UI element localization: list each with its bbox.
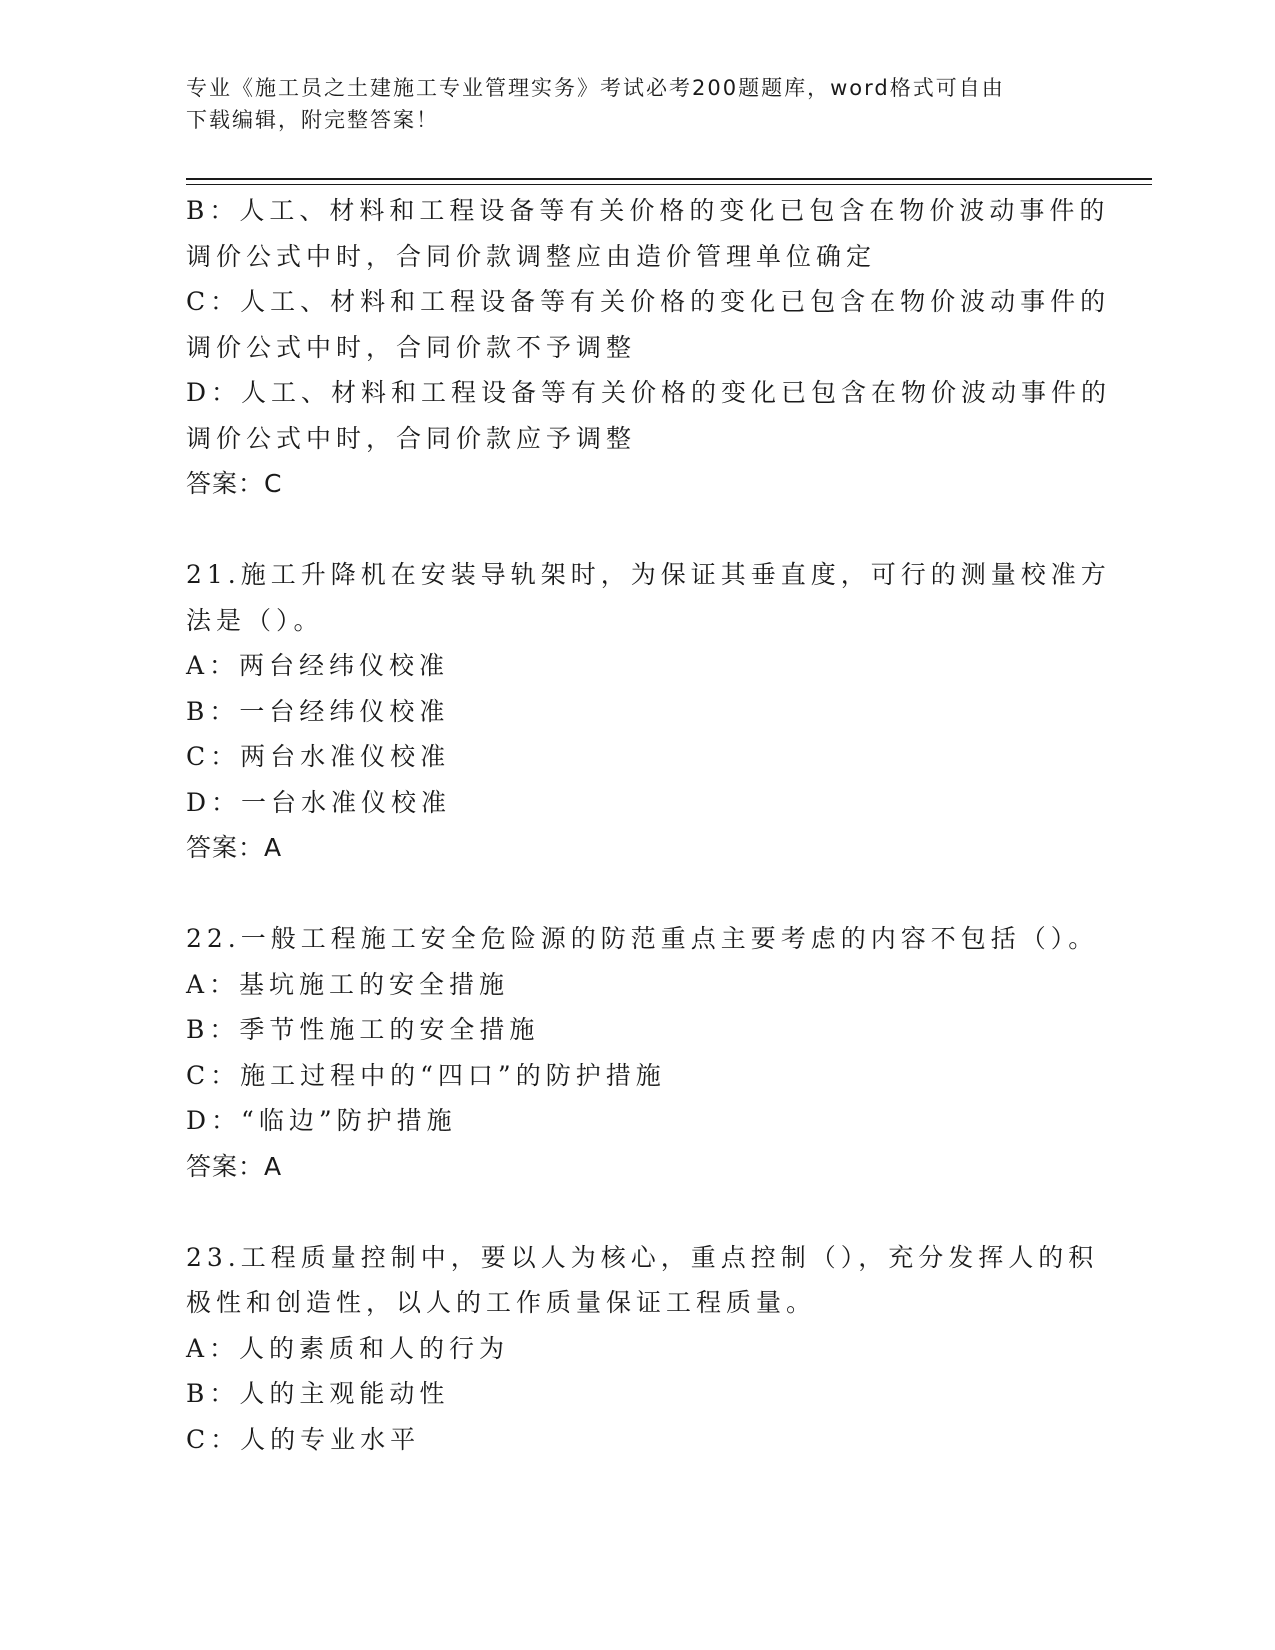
question-22	[186, 916, 1099, 1189]
question-20-remainder	[186, 188, 1112, 507]
option-a: A：基坑施工的安全措施	[186, 969, 510, 999]
document-header	[186, 72, 1066, 136]
option-d: D：“临边”防护措施	[186, 1106, 457, 1135]
option-c: C：人的专业水平	[186, 1424, 421, 1454]
header-line-2: 下载编辑，附完整答案！	[186, 108, 439, 132]
option-b-line-2: 调价公式中时，合同价款调整应由造价管理单位确定	[186, 241, 877, 271]
answer: 答案：C	[186, 469, 283, 498]
question-23	[186, 1235, 1099, 1463]
document-body	[186, 188, 1112, 1462]
question-21	[186, 552, 1111, 871]
answer: 答案：A	[186, 1151, 283, 1181]
header-divider-thin	[186, 184, 1152, 185]
option-a: A：两台经纬仪校准	[186, 651, 450, 680]
question-stem-line-2: 法是（）。	[186, 605, 324, 635]
option-c-line-2: 调价公式中时，合同价款不予调整	[186, 332, 637, 362]
option-b: B：人的主观能动性	[186, 1379, 450, 1408]
option-c: C：两台水准仪校准	[186, 742, 451, 771]
header-line-1: 专业《施工员之土建施工专业管理实务》考试必考200题题库，word格式可自由	[186, 76, 1005, 100]
option-d-line-1: D：人工、材料和工程设备等有关价格的变化已包含在物价波动事件的	[186, 378, 1112, 407]
header-divider-thick	[186, 178, 1152, 180]
spacer	[186, 507, 1086, 553]
spacer	[186, 871, 1086, 917]
option-b-line-1: B：人工、材料和工程设备等有关价格的变化已包含在物价波动事件的	[186, 196, 1110, 225]
option-b: B：一台经纬仪校准	[186, 696, 450, 726]
answer: 答案：A	[186, 833, 283, 862]
question-stem-line-1: 22.一般工程施工安全危险源的防范重点主要考虑的内容不包括（）。	[186, 924, 1099, 953]
option-d: D：一台水准仪校准	[186, 787, 452, 817]
option-b: B：季节性施工的安全措施	[186, 1015, 540, 1044]
option-a: A：人的素质和人的行为	[186, 1333, 510, 1363]
question-stem-line-1: 23.工程质量控制中，要以人为核心，重点控制（），充分发挥人的积	[186, 1242, 1099, 1272]
question-stem-line-2: 极性和创造性，以人的工作质量保证工程质量。	[186, 1288, 817, 1317]
option-c: C：施工过程中的“四口”的防护措施	[186, 1060, 666, 1090]
option-d-line-2: 调价公式中时，合同价款应予调整	[186, 423, 637, 453]
option-c-line-1: C：人工、材料和工程设备等有关价格的变化已包含在物价波动事件的	[186, 287, 1111, 316]
spacer	[186, 1189, 1086, 1235]
question-stem-line-1: 21.施工升降机在安装导轨架时，为保证其垂直度，可行的测量校准方	[186, 560, 1111, 589]
